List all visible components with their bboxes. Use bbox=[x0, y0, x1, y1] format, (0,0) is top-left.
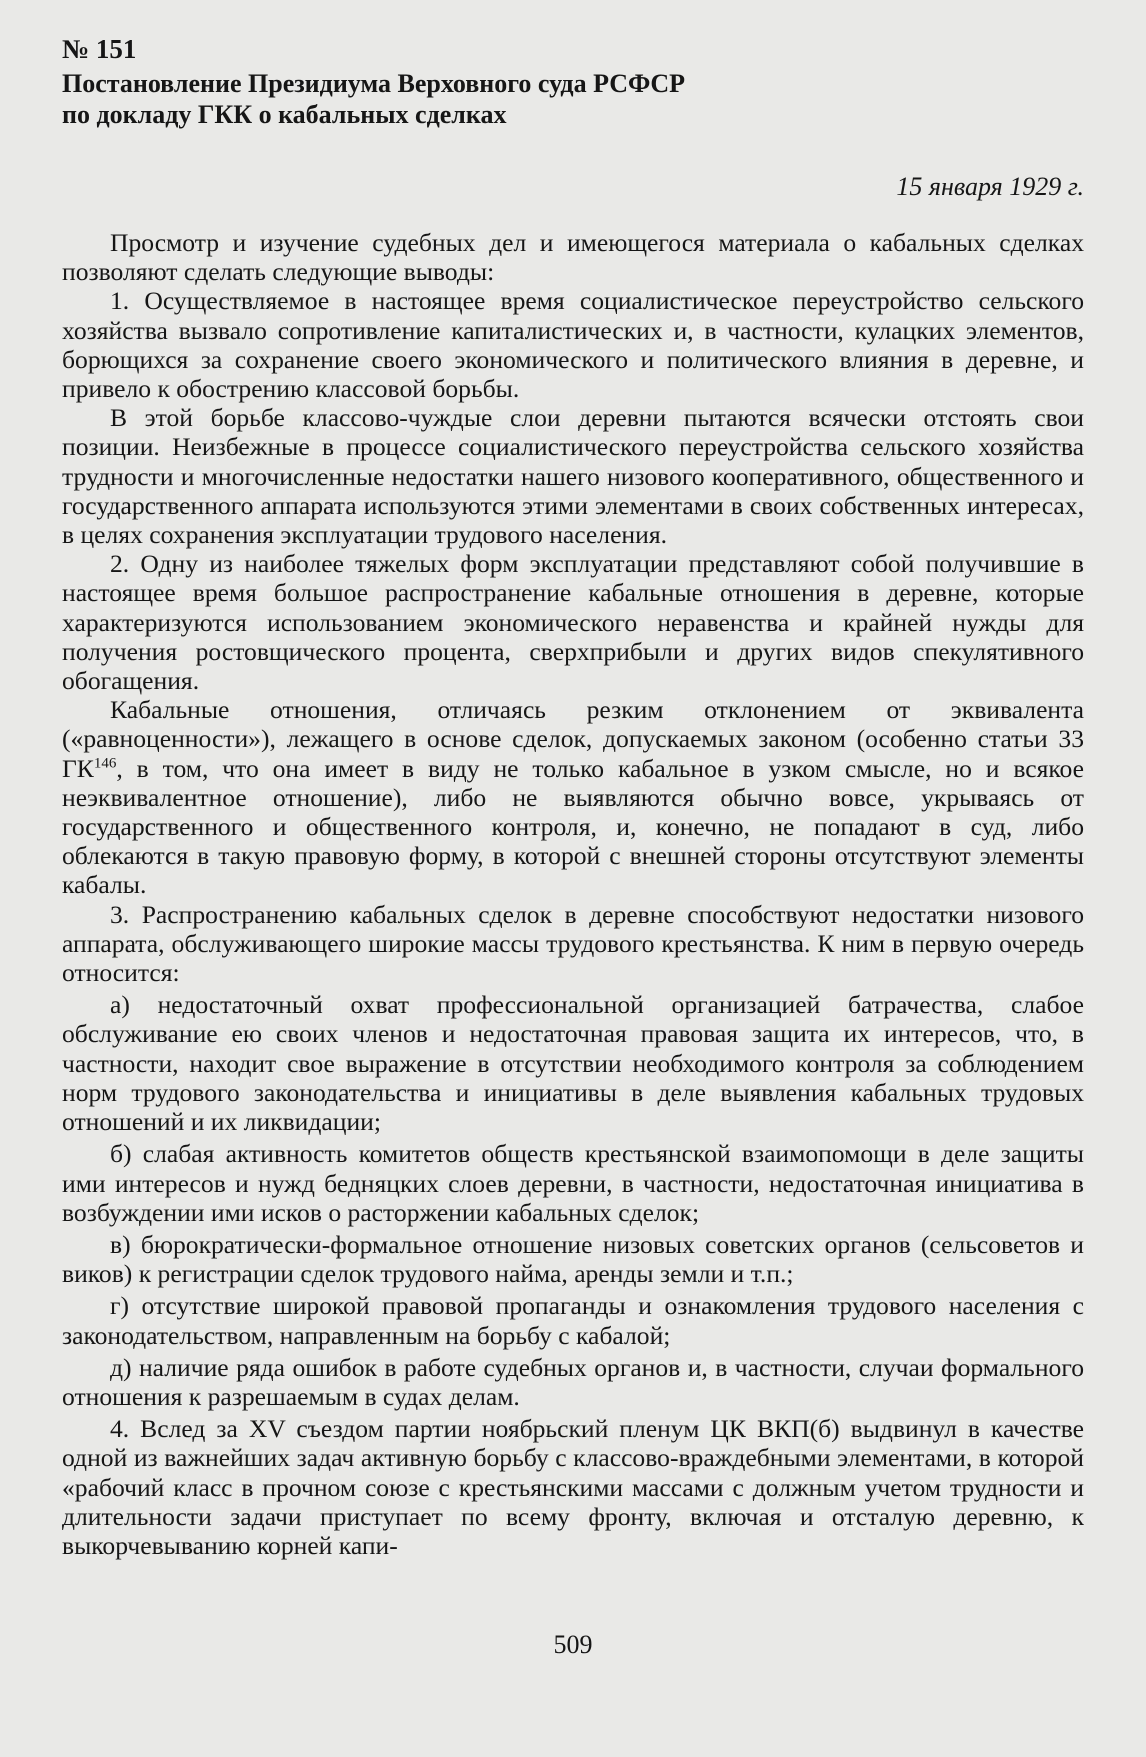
page-number: 509 bbox=[553, 1630, 593, 1659]
list-item: в) бюрократически-формальное отношение низовых советских органов (сельсоветов и виков) к регистрации сделок трудового найма, аренды земли и т.п.; bbox=[62, 1229, 1084, 1289]
paragraph-section-2: 2. Одну из наиболее тяжелых форм эксплуатации представляют собой получившие в настоящее время большое распространение кабальные отношения в деревне, которые характеризуются использованием экономического неравенства и крайней нужды для получения ростовщического процента, сверхприбыли и других видов спекулятивного обогащения. bbox=[62, 549, 1084, 696]
paragraph-section-4: 4. Вслед за XV съездом партии ноябрьский пленум ЦК ВКП(б) выдвинул в качестве одной из важнейших задач активную борьбу с классово-враждебными элементами, в которой «рабочий класс в прочном союзе с крестьянскими массами с должным учетом трудности и длительности задачи приступает по всему фронту, включая и отсталую деревню, к выкорчевыванию корней капи- bbox=[62, 1414, 1084, 1560]
list-item: г) отсутствие широкой правовой пропаганды и ознакомления трудового населения с законодательством, направленным на борьбу с кабалой; bbox=[62, 1291, 1084, 1350]
paragraph-kabal-relations bbox=[62, 695, 1084, 899]
document-body bbox=[62, 228, 1084, 1560]
paragraph-kabal-text-b: , в том, что она имеет в виду не только кабальное в узком смысле, но и всякое неэквивалентное отношение), либо не выявляются обычно вовсе, укрываясь от государственного и общественного контроля, и, конечно, не попадают в суд, либо облекаются в такую правовую форму, в которой с внешней стороны отсутствуют элементы кабалы. bbox=[62, 753, 1084, 900]
list-item: а) недостаточный охват профессиональной организацией батрачества, слабое обслуживание ею своих членов и недостаточная правовая защита их интересов, что, в частности, находит свое выражение в отсутствии необходимого контроля за соблюдением норм трудового законодательства и инициативы в деле выявления кабальных трудовых отношений и их ликвидации; bbox=[62, 990, 1084, 1137]
paragraph-intro: Просмотр и изучение судебных дел и имеющегося материала о кабальных сделках позволяют сделать следующие выводы: bbox=[62, 228, 1084, 287]
paragraph-kabal-text-a: Кабальные отношения, отличаясь резким отклонением от эквивалента («равноценности»), лежащего в основе сделок, допускаемых законом (особенно статьи 33 ГК bbox=[62, 695, 1084, 783]
document-title bbox=[62, 68, 1084, 130]
document-number: № 151 bbox=[62, 34, 137, 64]
footnote-reference: 146 bbox=[93, 755, 117, 772]
paragraph-section-1-cont: В этой борьбе классово-чуждые слои деревни пытаются всячески отстоять свои позиции. Неизбежные в процессе социалистического переустройства сельского хозяйства трудности и многочисленные недостатки нашего низового кооперативного, общественного и государственного аппарата используются этими элементами в своих собственных интересах, в целях сохранения эксплуатации трудового населения. bbox=[62, 403, 1084, 550]
list-item: б) слабая активность комитетов обществ крестьянской взаимопомощи в деле защиты ими интересов и нужд бедняцких слоев деревни, в частности, недостаточная инициатива в возбуждении ими исков о расторжении кабальных сделок; bbox=[62, 1139, 1084, 1227]
list-item: д) наличие ряда ошибок в работе судебных органов и, в частности, случаи формального отношения к разрешаемым в судах делам. bbox=[62, 1352, 1084, 1411]
document-title-line-2: по докладу ГКК о кабальных сделках bbox=[62, 100, 507, 129]
paragraph-section-1: 1. Осуществляемое в настоящее время социалистическое переустройство сельского хозяйства вызвало сопротивление капиталистических и, в частности, кулацких элементов, борющихся за сохранение своего экономического и политического влияния в деревне, и привело к обострению классовой борьбы. bbox=[62, 286, 1084, 404]
document-title-line-1: Постановление Президиума Верховного суда РСФСР bbox=[62, 69, 686, 98]
document-date: 15 января 1929 г. bbox=[896, 172, 1084, 201]
paragraph-section-3: 3. Распространению кабальных сделок в деревне способствуют недостатки низового аппарата, обслуживающего широкие массы трудового крестьянства. К ним в первую очередь относится: bbox=[62, 899, 1084, 988]
